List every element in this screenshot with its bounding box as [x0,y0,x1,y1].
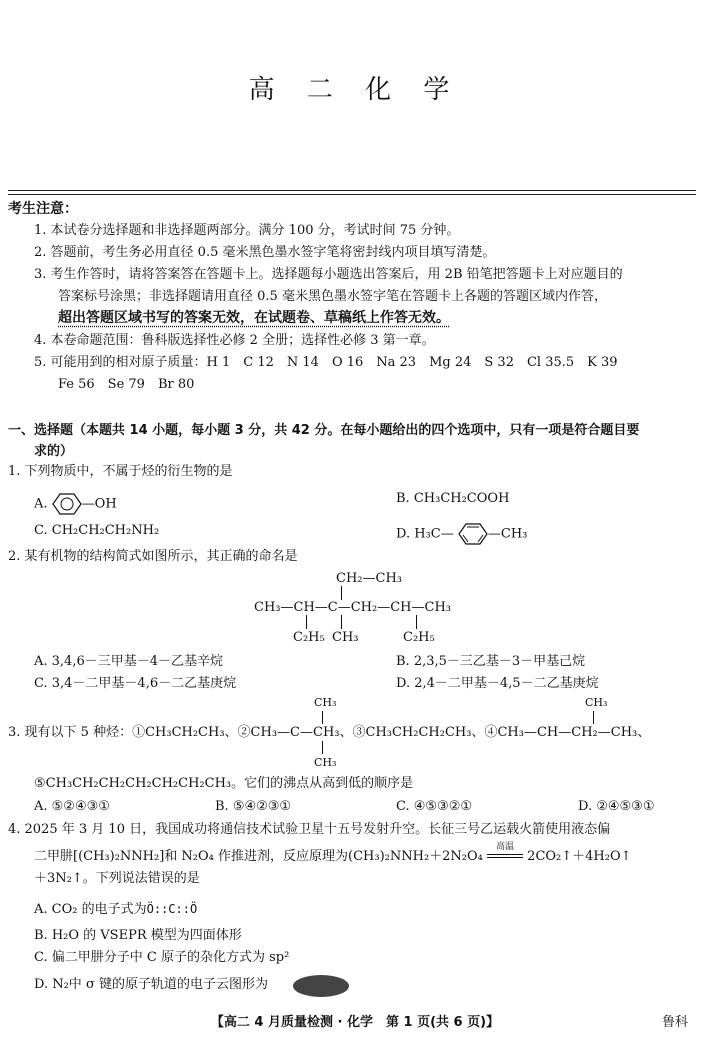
divider [8,190,696,191]
bond-line [306,615,307,629]
bond-line [341,586,342,600]
notice-item: 5. 可能用到的相对原子质量：H 1 C 12 N 14 O 16 Na 23 Mg 24 S 32 Cl 35.5 K 39 [34,355,618,370]
q3-branch-top: CH₃ [585,696,608,709]
page-title: 高 二 化 学 [248,75,462,105]
notice-item: 2. 答题前，考生务必用直径 0.5 毫米黑色墨水签字笔将密封线内项目填写清楚。 [34,245,496,260]
q1-option-b: B. CH₃CH₂COOH [396,491,510,506]
bond-line [322,741,323,754]
q4-reaction-right: 2CO₂↑＋4H₂O↑ [527,849,632,864]
notice-item: Fe 56 Se 79 Br 80 [58,377,195,392]
q3-option-a: A. ⑤②④③① [34,799,110,814]
electron-cloud-icon [293,975,349,997]
q2-main-chain: CH₃—CH—C—CH₂—CH—CH₃ [254,600,451,615]
section-heading: 一、选择题（本题共 14 小题，每小题 3 分，共 42 分。在每小题给出的四个选项中，只有一项是符合题目要 [8,423,640,438]
bond-line [341,615,342,629]
q3-option-c: C. ④⑤③②① [396,799,473,814]
q3-branch-bottom: CH₃ [314,756,337,769]
section-heading-cont: 求的） [34,444,74,459]
notice-item: 答案标号涂黑；非选择题请用直径 0.5 毫米黑色墨水签字笔在答题卡上各题的答题区域内作答， [58,289,607,304]
q2-option-a: A. 3,4,6－三甲基－4－乙基辛烷 [34,654,224,669]
q4-reaction-left: 二甲肼[(CH₃)₂NNH₂]和 N₂O₄ 作推进剂，反应原理为(CH₃)₂NNH₂＋2N₂O₄ [34,849,483,864]
notice-item: 4. 本卷命题范围：鲁科版选择性必修 2 全册；选择性必修 3 第一章。 [34,333,435,348]
q1-option-a [34,492,117,516]
q4-option-a [34,903,197,917]
q1-option-a-label: A. [34,496,48,512]
q4-option-d: D. N₂中 σ 键的原子轨道的电子云图形为 [34,977,268,992]
reaction-arrow [487,842,523,864]
divider [8,194,696,195]
notice-heading: 考生注意： [8,201,78,217]
bond-line [593,711,594,724]
benzene-ring-icon [458,522,488,546]
q2-substituent-top: CH₂—CH₃ [336,571,402,586]
benzene-ring-icon [52,492,82,516]
q4-option-b: B. H₂O 的 VSEPR 模型为四面体形 [34,928,242,943]
notice-item: 1. 本试卷分选择题和非选择题两部分。满分 100 分，考试时间 75 分钟。 [34,223,460,238]
q1-option-d-group: —CH₃ [487,526,528,542]
reaction-condition: 高温 [496,842,515,853]
q4-line1: 4. 2025 年 3 月 10 日，我国成功将通信技术试验卫星十五号发射升空。长征三号乙运载火箭使用液态偏 [8,822,611,837]
q4-option-c: C. 偏二甲肼分子中 C 原子的杂化方式为 sp² [34,950,290,965]
q4-line2 [34,842,632,864]
footer-page-info: 【高二 4 月质量检测 · 化学 第 1 页(共 6 页)】 [210,1015,500,1030]
q1-option-c: C. CH₂CH₂CH₂NH₂ [34,523,160,538]
q1-stem: 1. 下列物质中，不属于烃的衍生物的是 [8,464,233,479]
q4-line3: ＋3N₂↑。下列说法错误的是 [34,871,200,886]
q2-substituent: CH₃ [332,630,359,645]
q1-option-a-group: —OH [81,496,117,512]
q2-option-b: B. 2,3,5－三乙基－3－甲基己烷 [396,654,586,669]
bond-line [416,615,417,629]
footer-edition: 鲁科 [662,1015,689,1030]
q3-option-b: B. ⑤④②③① [215,799,292,814]
q1-option-d [396,522,527,546]
q3-line1: 3. 现有以下 5 种烃：①CH₃CH₂CH₃、②CH₃—C—CH₃、③CH₃CH₂CH₂CH₃、④CH₃—CH—CH₂—CH₃、 [8,725,651,740]
q3-line2: ⑤CH₃CH₂CH₂CH₂CH₂CH₂CH₃。它们的沸点从高到低的顺序是 [34,776,414,791]
notice-emphasis: 超出答题区域书写的答案无效，在试题卷、草稿纸上作答无效。 [58,310,450,326]
q2-substituent: C₂H₅ [403,630,435,645]
electron-formula: Ö::C::Ö [146,902,198,916]
q1-option-d-label: D. H₃C— [396,526,454,542]
q2-substituent: C₂H₅ [293,630,325,645]
q2-option-c: C. 3,4－二甲基－4,6－二乙基庚烷 [34,676,237,691]
q4-option-a-text: A. CO₂ 的电子式为 [34,902,147,917]
q2-stem: 2. 某有机物的结构简式如图所示，其正确的命名是 [8,549,298,564]
q3-option-d: D. ②④⑤③① [578,799,655,814]
notice-item: 3. 考生作答时，请将答案答在答题卡上。选择题每小题选出答案后，用 2B 铅笔把答题卡上对应题目的 [34,267,623,282]
q3-branch-top: CH₃ [314,696,337,709]
bond-line [322,711,323,724]
q2-option-d: D. 2,4－二甲基－4,5－二乙基庚烷 [396,676,599,691]
